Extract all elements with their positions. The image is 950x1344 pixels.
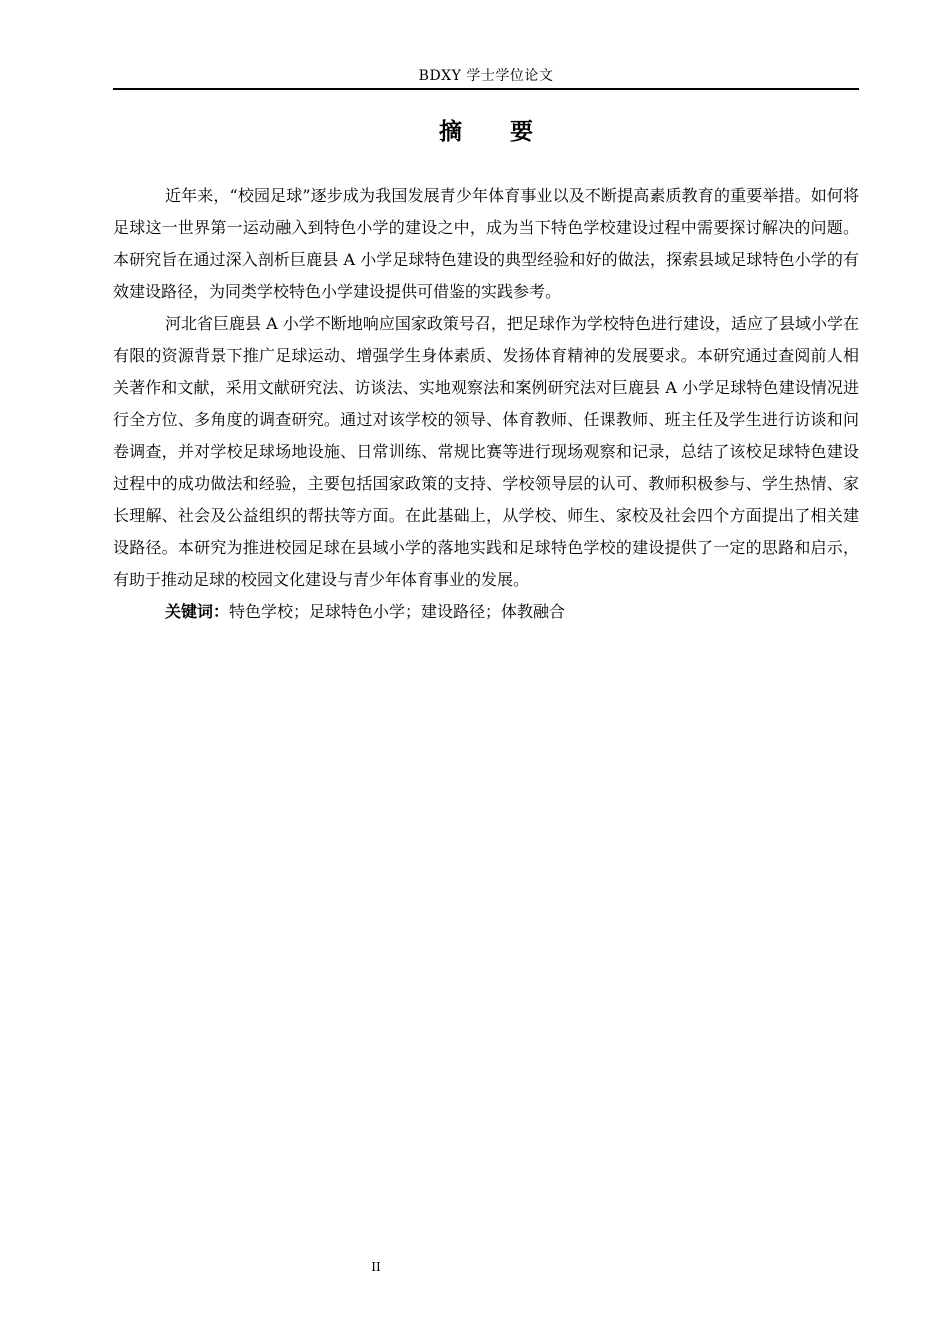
abstract-paragraph-2: 河北省巨鹿县 A 小学不断地响应国家政策号召，把足球作为学校特色进行建设，适应了县域小学在有限的资源背景下推广足球运动、增强学生身体素质、发扬体育精神的发展要求。本研究通过查阅前人相关著作和文献，采用文献研究法、访谈法、实地观察法和案例研究法对巨鹿县 A 小学足球特色建设情况进行全方位、多角度的调查研究。通过对该学校的领导、体育教师、任课教师、班主任及学生进行访谈和问卷调查，并对学校足球场地设施、日常训练、常规比赛等进行现场观察和记录，总结了该校足球特色建设过程中的成功做法和经验，主要包括国家政策的支持、学校领导层的认可、教师积极参与、学生热情、家长理解、社会及公益组织的帮扶等方面。在此基础上，从学校、师生、家校及社会四个方面提出了相关建设路径。本研究为推进校园足球在县域小学的落地实践和足球特色学校的建设提供了一定的思路和启示，有助于推动足球的校园文化建设与青少年体育事业的发展。: [113, 314, 859, 589]
running-header: BDXY 学士学位论文: [418, 68, 554, 84]
abstract-body: [113, 180, 859, 628]
keywords-list: 特色学校；足球特色小学；建设路径；体教融合: [229, 602, 566, 621]
keywords-label: 关键词：: [165, 602, 230, 621]
page-number: II: [371, 1260, 381, 1274]
abstract-paragraph-1: 近年来，“校园足球”逐步成为我国发展青少年体育事业以及不断提高素质教育的重要举措。如何将足球这一世界第一运动融入到特色小学的建设之中，成为当下特色学校建设过程中需要探讨解决的问题。本研究旨在通过深入剖析巨鹿县 A 小学足球特色建设的典型经验和好的做法，探索县域足球特色小学的有效建设路径，为同类学校特色小学建设提供可借鉴的实践参考。: [113, 186, 859, 301]
header-rule: [113, 88, 859, 90]
abstract-title: 摘要: [439, 119, 581, 145]
keywords-line: [113, 596, 859, 628]
